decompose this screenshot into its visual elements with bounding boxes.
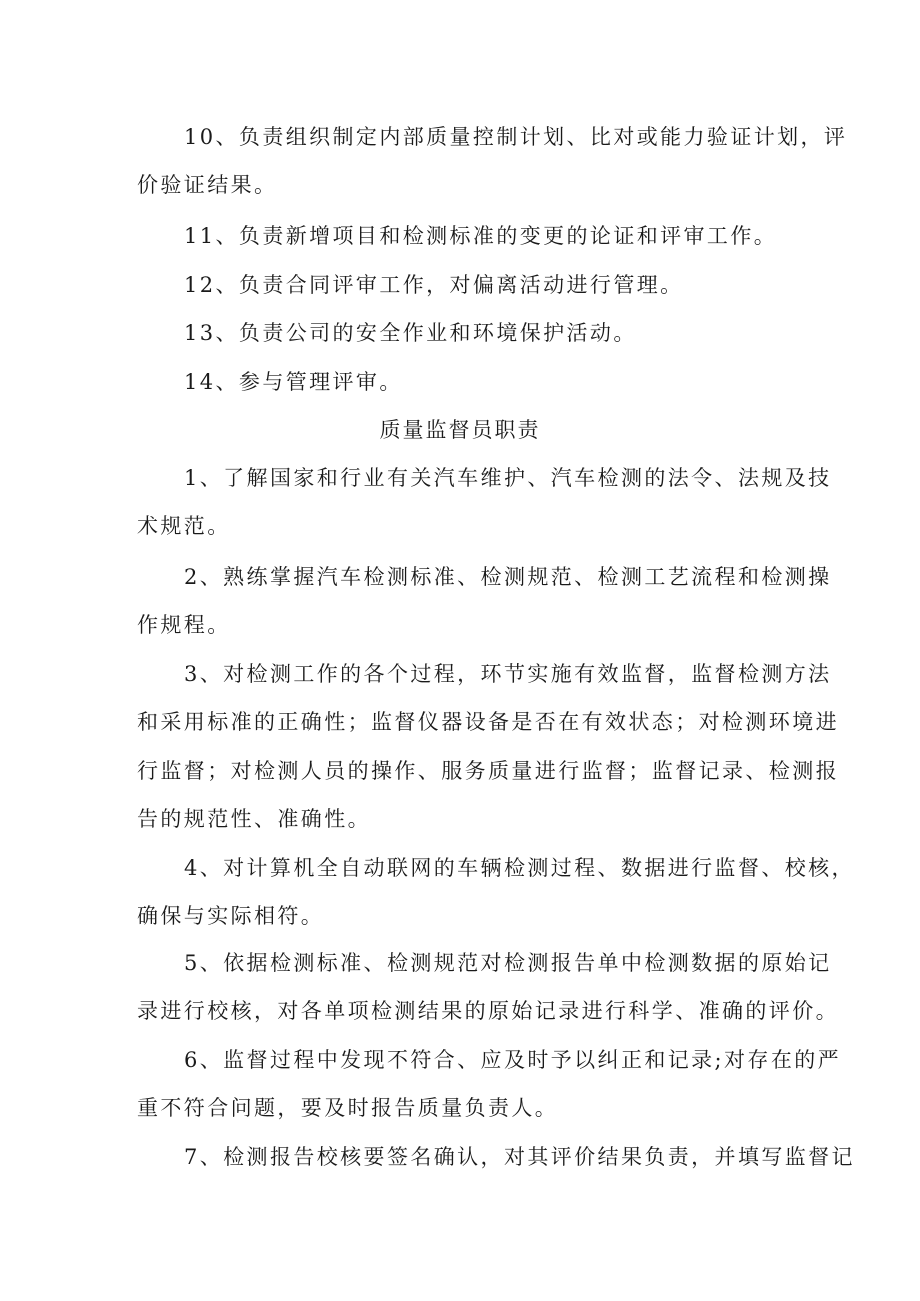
item-10-line-2: 价验证结果。 <box>137 173 278 197</box>
duty-5-line-1: 5、依据检测标准、检测规范对检测报告单中检测数据的原始记 <box>184 951 832 975</box>
duty-2-line-2: 作规程。 <box>137 613 231 637</box>
duty-3-line-4: 告的规范性、准确性。 <box>137 807 371 831</box>
item-11: 11、负责新增项目和检测标准的变更的论证和评审工作。 <box>184 224 778 248</box>
duty-4-line-1: 4、对计算机全自动联网的车辆检测过程、数据进行监督、校核， <box>184 856 855 880</box>
duty-6-line-1: 6、监督过程中发现不符合、应及时予以纠正和记录;对存在的严 <box>184 1048 842 1072</box>
duty-6-line-2: 重不符合问题，要及时报告质量负责人。 <box>137 1096 559 1120</box>
duty-4-line-2: 确保与实际相符。 <box>137 904 325 928</box>
item-10-line-1: 10、负责组织制定内部质量控制计划、比对或能力验证计划，评 <box>184 125 848 149</box>
duty-5-line-2: 录进行校核，对各单项检测结果的原始记录进行科学、准确的评价。 <box>137 999 839 1023</box>
duty-1-line-1: 1、了解国家和行业有关汽车维护、汽车检测的法令、法规及技 <box>184 466 832 490</box>
duty-3-line-3: 行监督；对检测人员的操作、服务质量进行监督；监督记录、检测报 <box>137 759 839 783</box>
section-title: 质量监督员职责 <box>379 418 541 442</box>
item-13: 13、负责公司的安全作业和环境保护活动。 <box>184 321 637 345</box>
duty-2-line-1: 2、熟练掌握汽车检测标准、检测规范、检测工艺流程和检测操 <box>184 565 832 589</box>
duty-1-line-2: 术规范。 <box>137 514 231 538</box>
item-12: 12、负责合同评审工作，对偏离活动进行管理。 <box>184 273 684 297</box>
duty-7-line-1: 7、检测报告校核要签名确认，对其评价结果负责，并填写监督记 <box>184 1145 855 1169</box>
duty-3-line-2: 和采用标准的正确性；监督仪器设备是否在有效状态；对检测环境进 <box>137 710 839 734</box>
duty-3-line-1: 3、对检测工作的各个过程，环节实施有效监督，监督检测方法 <box>184 662 832 686</box>
item-14: 14、参与管理评审。 <box>184 370 403 394</box>
